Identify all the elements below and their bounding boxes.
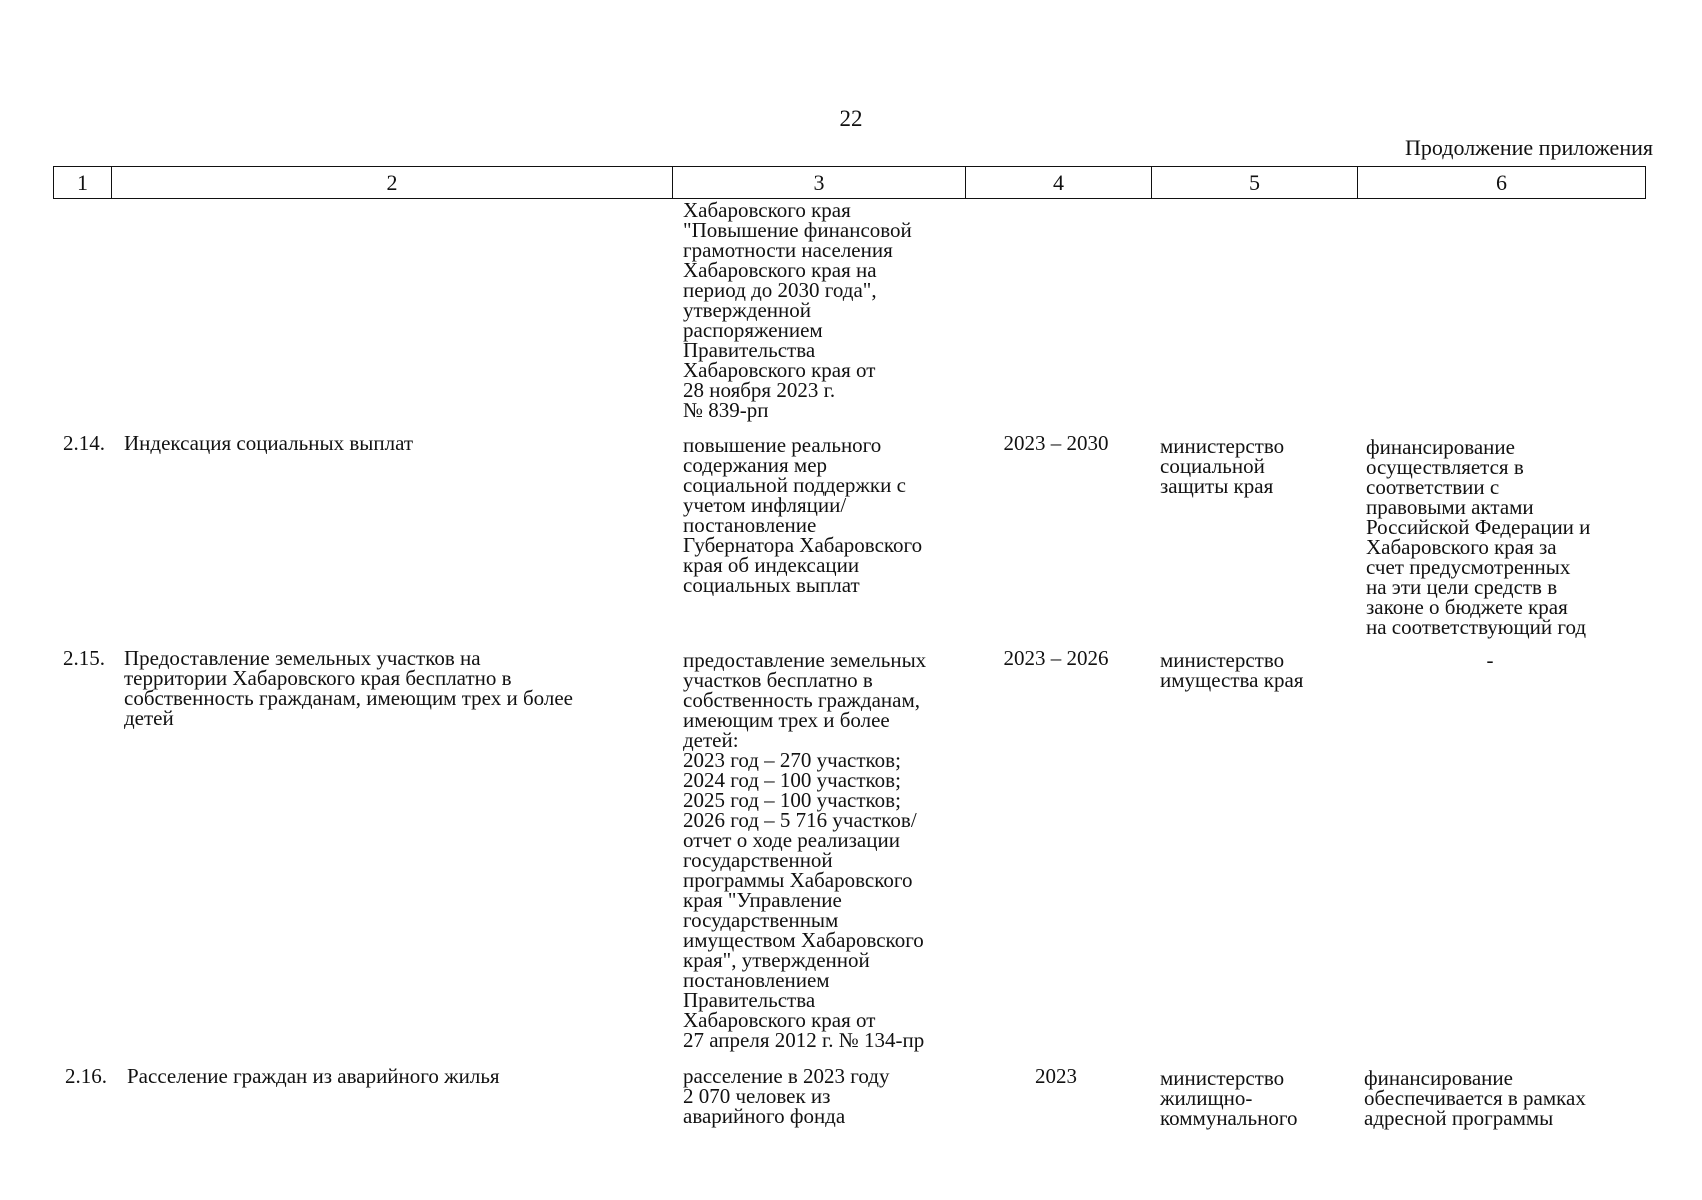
carryover-result-text: Хабаровского края "Повышение финансовой грамотности населения Хабаровского края на период до 2030 года", утвержденной распоряжением Правительства Хабаровского края от 28 ноября 2023 г. № 839-рп (683, 198, 912, 422)
column-number-header (53, 166, 1646, 199)
column-number-3: 3 (673, 167, 966, 199)
measure-name: Расселение граждан из аварийного жилья (127, 1064, 500, 1088)
column-number-5: 5 (1152, 167, 1358, 199)
measure-period: 2023 – 2030 (1003, 431, 1109, 455)
measure-executor: министерство социальной защиты края (1160, 434, 1285, 498)
column-number-6: 6 (1358, 167, 1646, 199)
measure-executor: министерство жилищно- коммунального (1160, 1066, 1298, 1130)
measure-financing: финансирование осуществляется в соответствии с правовыми актами Российской Федерации и Хабаровского края за счет предусмотренных на эти цели средств в законе о бюджете края на соответствующий год (1366, 435, 1591, 639)
measure-period: 2023 (1035, 1064, 1077, 1088)
page-number: 22 (839, 106, 863, 131)
column-number-1: 1 (54, 167, 112, 199)
measure-result: предоставление земельных участков бесплатно в собственность гражданам, имеющим трех и более детей: 2023 год – 270 участков; 2024 год – 100 участков; 2025 год – 100 участков; 2026 год – 5 716 участков/ отчет о ходе реализации государственной программы Хабаровского края "Управление государственным имуществом Хабаровского края", утвержденной постановлением Правительства Хабаровского края от 27 апреля 2012 г. № 134-пр (683, 648, 927, 1052)
measure-period: 2023 – 2026 (1003, 646, 1109, 670)
measure-financing: - (1486, 648, 1494, 672)
measure-financing: финансирование обеспечивается в рамках адресной программы (1364, 1066, 1586, 1130)
measure-name: Индексация социальных выплат (124, 431, 414, 455)
measure-result: расселение в 2023 году 2 070 человек из аварийного фонда (683, 1064, 890, 1128)
continuation-label: Продолжение приложения (1405, 135, 1653, 160)
column-number-2: 2 (112, 167, 673, 199)
row-number: 2.15. (63, 646, 105, 670)
column-number-4: 4 (966, 167, 1152, 199)
row-number: 2.16. (65, 1064, 107, 1088)
row-number: 2.14. (63, 431, 105, 455)
measure-result: повышение реального содержания мер социальной поддержки с учетом инфляции/ постановление Губернатора Хабаровского края об индексации социальных выплат (683, 433, 923, 597)
measure-name: Предоставление земельных участков на территории Хабаровского края бесплатно в собственность гражданам, имеющим трех и более детей (124, 646, 573, 730)
measure-executor: министерство имущества края (1160, 648, 1304, 692)
